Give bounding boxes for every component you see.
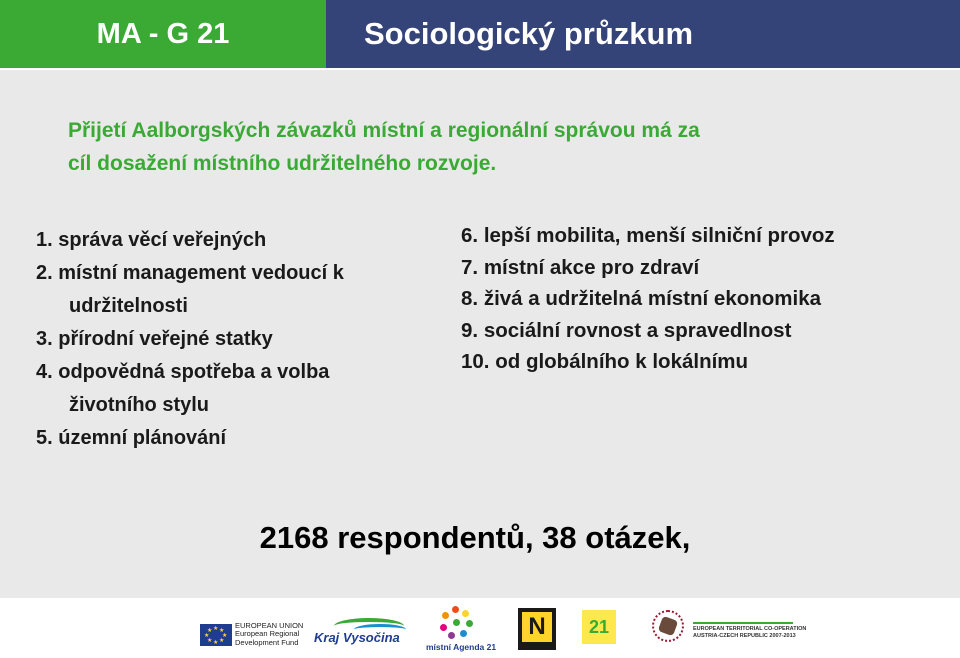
agenda-dots-icon: [440, 606, 474, 640]
intro-line-1: Přijetí Aalborgských závazků místní a regionální správou má za: [68, 119, 700, 142]
list-item: 3. přírodní veřejné statky: [36, 328, 273, 350]
list-item: 6. lepší mobilita, menší silniční provoz: [461, 224, 835, 247]
list-item: 10. od globálního k lokálnímu: [461, 350, 749, 373]
commitments-list-right: [461, 220, 835, 378]
intro-line-2: cíl dosažení místního udržitelného rozvoje.: [68, 152, 497, 175]
list-item: 9. sociální rovnost a spravedlnost: [461, 318, 792, 342]
project-code: MA - G 21: [0, 0, 326, 68]
slide-header: [0, 0, 960, 68]
survey-summary: 2168 respondentů, 38 otázek,: [259, 520, 691, 555]
list-item: 4. odpovědná spotřeba a volba životního stylu: [36, 361, 330, 416]
slide-title: Sociologický průzkum: [326, 0, 960, 68]
eu-erdf-logo: ★ ★ ★ ★ ★ ★ ★ ★ EUROPEAN UNION European Regional Development Fund: [200, 622, 290, 650]
kraj-vysocina-logo: Kraj Vysočina: [314, 616, 404, 652]
slide-content: [0, 70, 960, 598]
lower-austria-logo: N: [518, 608, 556, 650]
zdrava-21-logo: 21: [582, 606, 630, 652]
list-item: 2. místní management vedoucí k udržitelnosti: [36, 262, 344, 317]
etc-program-logo: EUROPEAN TERRITORIAL CO-OPERATION AUSTRIA-CZECH REPUBLIC 2007-2013: [693, 622, 813, 648]
list-item: 5. územní plánování: [36, 427, 227, 449]
commitments-list-left: [36, 224, 344, 455]
list-item: 7. místní akce pro zdraví: [461, 255, 700, 279]
logo-footer: [0, 598, 960, 658]
list-item: 1. správa věcí veřejných: [36, 229, 267, 251]
agenda-21-logo: místní Agenda 21: [424, 606, 488, 654]
intro-text: [68, 114, 868, 180]
list-item: 8. živá a udržitelná místní ekonomika: [461, 287, 822, 310]
eu-flag-icon: ★ ★ ★ ★ ★ ★ ★ ★: [200, 624, 232, 646]
seal-logo: [650, 606, 688, 648]
